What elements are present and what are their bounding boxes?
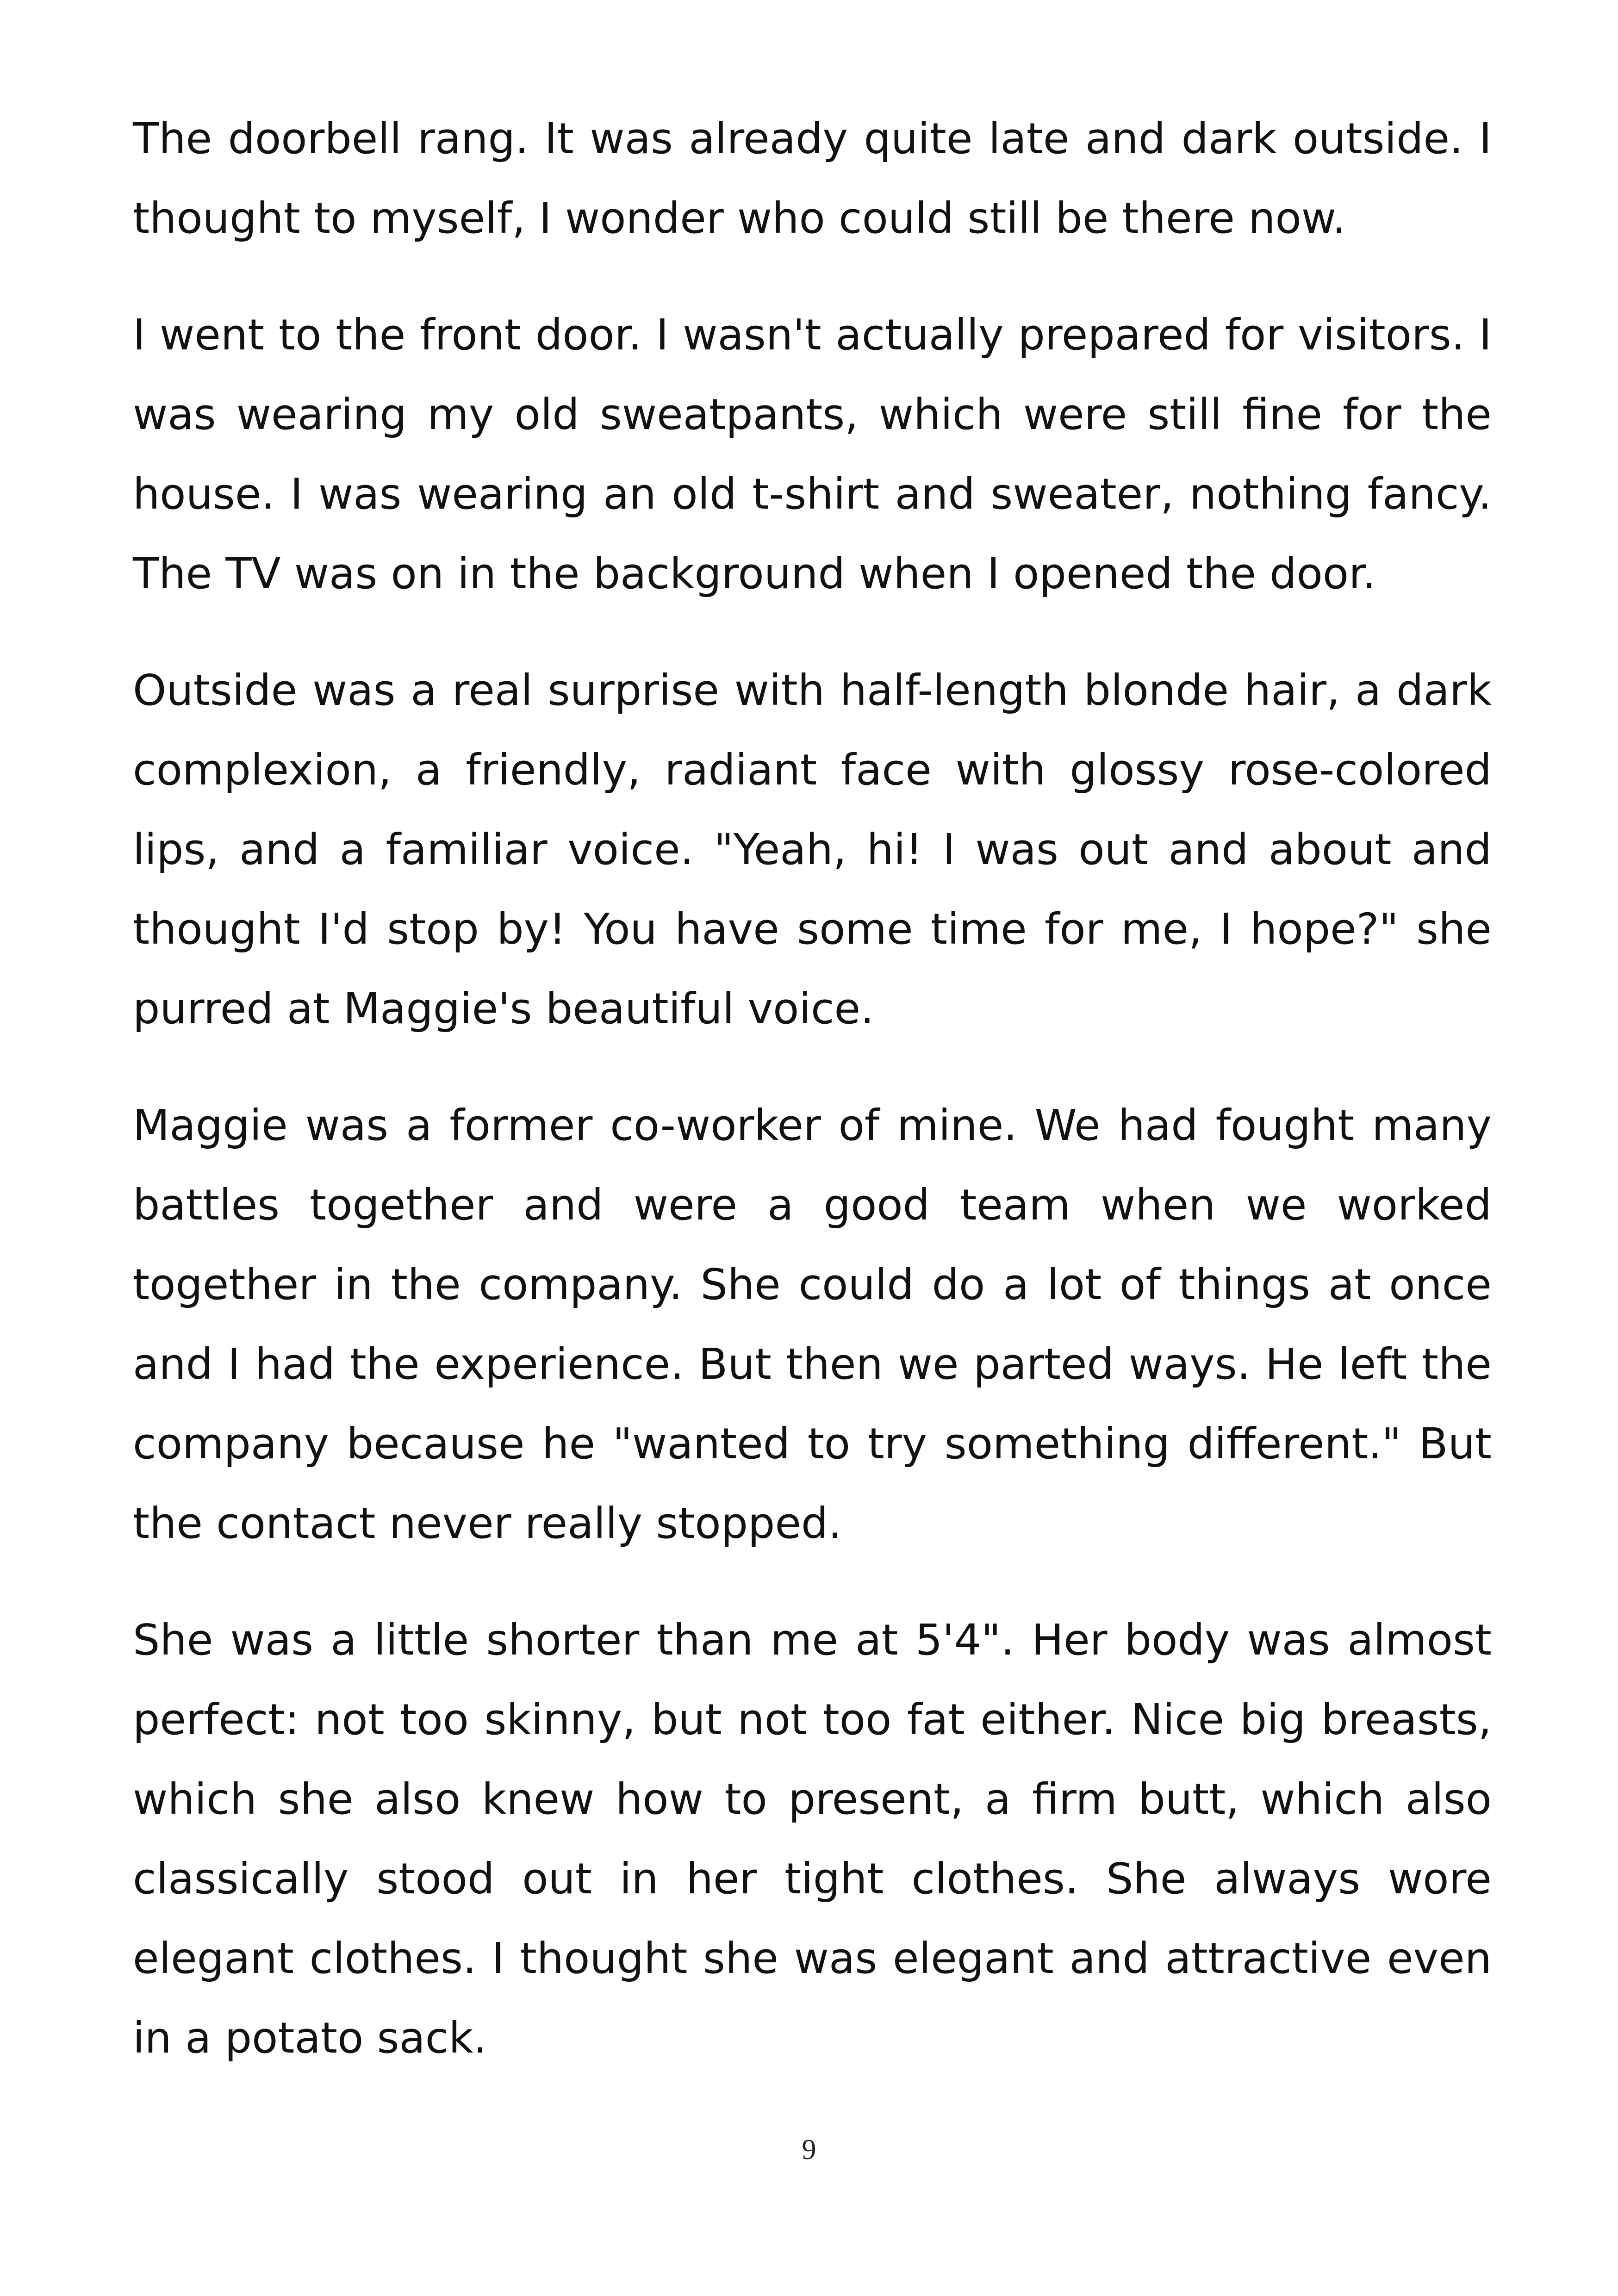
paragraph: Outside was a real surprise with half-length blonde hair, a dark complexion, a friendly, radiant face with glossy rose-colored lips, and a familiar voice. "Yeah, hi! I was out and about and thought I'd stop by! You have some time for me, I hope?" she purred at Maggie's beautiful voice. — [133, 666, 1492, 1033]
paragraph: Maggie was a former co-worker of mine. We had fought many battles together and were a good team when we worked together in the company. She could do a lot of things at once and I had the experience. But then we parted ways. He left the company because he "wanted to try something different." But the contact never really stopped. — [133, 1101, 1492, 1548]
page-number: 9 — [802, 2134, 816, 2165]
body-text — [133, 99, 1492, 2115]
paragraph: She was a little shorter than me at 5'4". Her body was almost perfect: not too skinny, but not too fat either. Nice big breasts, which she also knew how to present, a firm butt, which also classically stood out in her tight clothes. She always wore elegant clothes. I thought she was elegant and attractive even in a potato sack. — [133, 1615, 1492, 2063]
paragraph: The doorbell rang. It was already quite late and dark outside. I thought to myself, I wonder who could still be there now. — [133, 114, 1492, 243]
paragraph: I went to the front door. I wasn't actually prepared for visitors. I was wearing my old sweatpants, which were still fine for the house. I was wearing an old t-shirt and sweater, nothing fancy. The TV was on in the background when I opened the door. — [133, 310, 1492, 598]
